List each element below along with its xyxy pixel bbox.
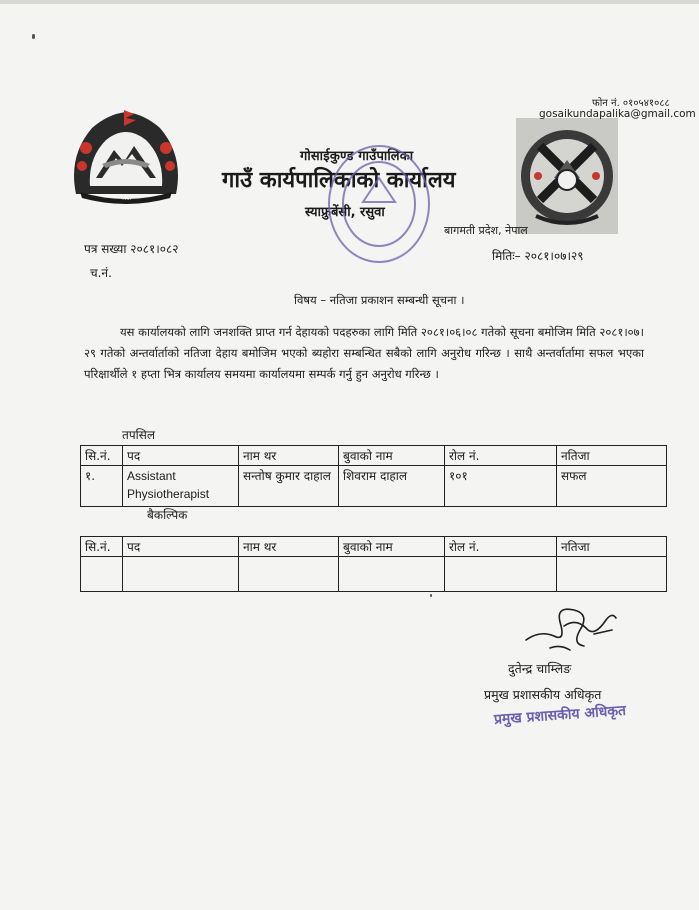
empty-cell (557, 557, 667, 592)
result-value: सफल (557, 466, 667, 507)
office-stamp-icon (323, 140, 435, 272)
column-header: रोल नं. (445, 446, 557, 466)
empty-cell (239, 557, 339, 592)
seal-text: प्रमुख प्रशासकीय अधिकृत (493, 702, 627, 728)
serial-number: १. (81, 466, 123, 507)
office-location: स्याफ्रुबेंसी, रसुवा (305, 205, 385, 220)
table-row (81, 557, 667, 592)
column-header: नाम थर (239, 537, 339, 557)
email-address: gosaikundapalika@gmail.com (539, 108, 696, 120)
signatory-title: प्रमुख प्रशासकीय अधिकृत (484, 687, 602, 702)
municipality-logo-icon (516, 118, 618, 234)
letter-number: पत्र सख्या २०८१।०८२ (84, 242, 179, 256)
column-header: रोल नं. (445, 537, 557, 557)
empty-cell (81, 557, 123, 592)
paper-speck (430, 594, 432, 597)
result-table (80, 445, 667, 507)
table-header-row (81, 537, 667, 557)
column-header: नतिजा (557, 537, 667, 557)
column-header: नतिजा (557, 446, 667, 466)
office-name: गोसाईकुण्ड गाउँपालिका (300, 149, 414, 164)
phone-number: फोन नं. ०१०५४१०८८ (592, 98, 670, 109)
empty-cell (339, 557, 445, 592)
paper-speck (32, 34, 35, 39)
subject-line: विषय – नतिजा प्रकाशन सम्बन्धी सूचना । (294, 293, 465, 307)
table-row (81, 466, 667, 507)
column-header: पद (123, 537, 239, 557)
column-header: बुवाको नाम (339, 446, 445, 466)
father-name: शिवराम दाहाल (339, 466, 445, 507)
tapasil-label: तपसिल (122, 428, 156, 442)
column-header: सि.नं. (81, 446, 123, 466)
baikalpik-label: बैकल्पिक (147, 508, 188, 522)
table-header-row (81, 446, 667, 466)
empty-cell (445, 557, 557, 592)
column-header: सि.नं. (81, 537, 123, 557)
empty-cell (123, 557, 239, 592)
notice-body: यस कार्यालयको लागि जनशक्ति प्राप्त गर्न देहायको पदहरुका लागि मिति २०८१।०६।०८ गतेको सूचना बमोजिम मिति २०८१।०७।२९ गतेको अन्तर्वार्ताको नतिजा देहाय बमोजिम भएको ब्यहोरा सम्बन्धित सबैको लागि अनुरोध गरिन्छ । साथै अन्तर्वार्तामा सफल भएका परिक्षार्थीले १ हप्ता भित्र कार्यालय समयमा कार्यालयमा सम्पर्क गर्नु हुन अनुरोध गरिन्छ । (84, 325, 644, 381)
province-label: बागमती प्रदेश, नेपाल (444, 224, 528, 237)
office-title: गाउँ कार्यपालिकाको कार्यालय (222, 168, 456, 193)
dispatch-number: च.नं. (90, 266, 112, 280)
signatory-name: दुतेन्द्र चाम्लिङ (508, 661, 572, 676)
nepal-emblem-icon (62, 106, 190, 206)
column-header: पद (123, 446, 239, 466)
roll-number: १०१ (445, 466, 557, 507)
signature-icon (520, 600, 630, 656)
letter-date: मितिः– २०८१।०७।२९ (492, 249, 584, 263)
column-header: नाम थर (239, 446, 339, 466)
column-header: बुवाको नाम (339, 537, 445, 557)
page-top-edge (0, 0, 699, 4)
candidate-name: सन्तोष कुमार दाहाल (239, 466, 339, 507)
alternate-table (80, 536, 667, 592)
position-name: Assistant Physiotherapist (123, 466, 239, 507)
svg-text:नेपाल: नेपाल (120, 196, 132, 202)
